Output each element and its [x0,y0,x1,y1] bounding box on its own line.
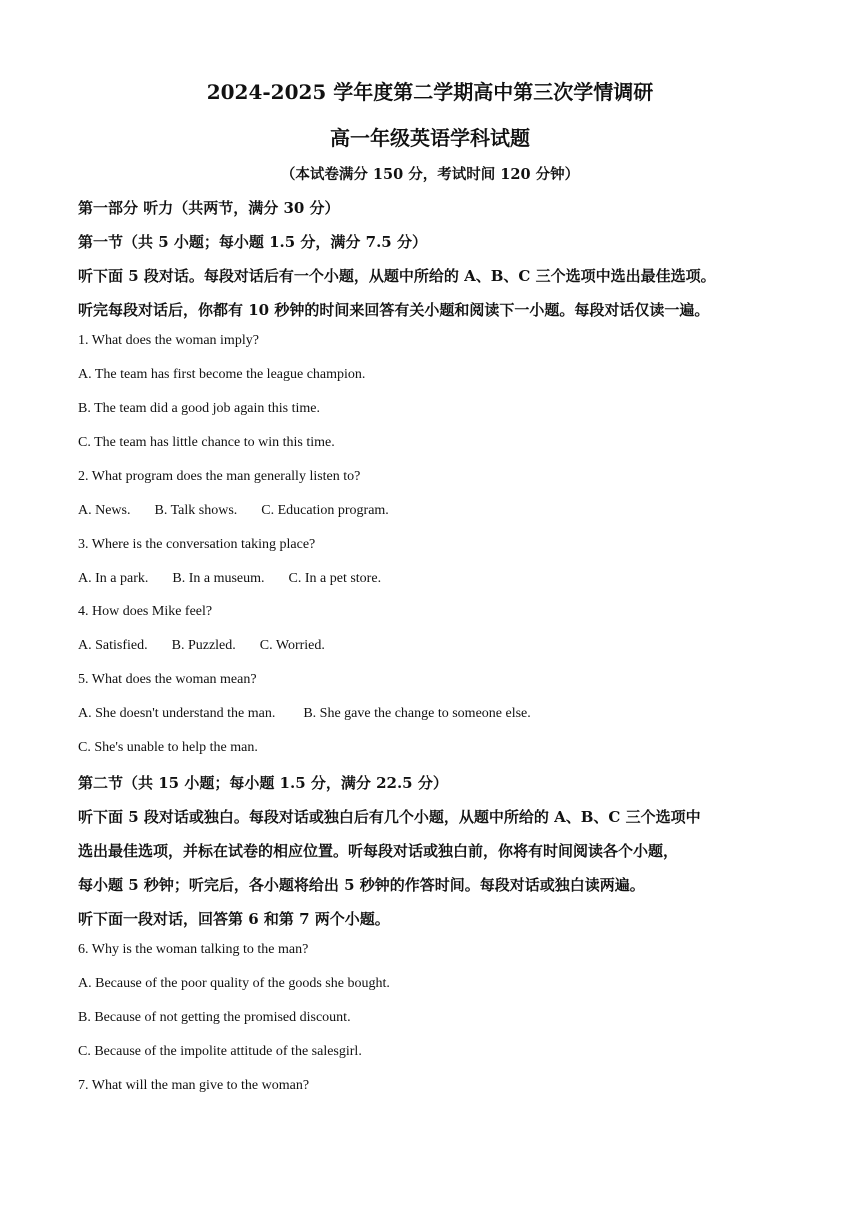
question-1-option-c: C. The team has little chance to win this time. [78,435,335,450]
dialog-intro: 听下面一段对话，回答第 6 和第 7 两个小题。 [78,910,390,928]
question-4-options [78,638,325,654]
exam-note: （本试卷满分 150 分，考试时间 120 分钟） [280,166,580,183]
question-6-option-c: C. Because of the impolite attitude of the salesgirl. [78,1044,362,1059]
question-1-stem: 1. What does the woman imply? [78,333,259,348]
question-5-options-ab [78,706,531,722]
question-4-option-b: B. Puzzled. [171,638,236,653]
question-2-option-b: B. Talk shows. [154,503,238,518]
question-5-option-b: B. She gave the change to someone else. [303,706,531,721]
section2-heading: 第二节（共 15 小题；每小题 1.5 分，满分 22.5 分） [78,774,448,792]
question-2-options [78,503,389,519]
section1-instruction-1: 听下面 5 段对话。每段对话后有一个小题，从题中所给的 A、B、C 三个选项中选出最佳选项。 [78,267,716,285]
question-6-option-b: B. Because of not getting the promised discount. [78,1010,351,1025]
question-2-stem: 2. What program does the man generally listen to? [78,469,361,484]
question-2-option-c: C. Education program. [261,503,389,518]
question-3-stem: 3. Where is the conversation taking place? [78,537,316,552]
question-3-option-b: B. In a museum. [172,571,265,586]
question-4-option-c: C. Worried. [259,638,325,653]
question-4-stem: 4. How does Mike feel? [78,604,213,619]
question-3-option-c: C. In a pet store. [288,571,382,586]
exam-subtitle: 高一年级英语学科试题 [330,126,530,150]
section2-instruction-2: 选出最佳选项，并标在试卷的相应位置。听每段对话或独白前，你将有时间阅读各个小题， [78,842,679,860]
question-2-option-a: A. News. [78,503,131,518]
section2-instruction-3: 每小题 5 秒钟；听完后，各小题将给出 5 秒钟的作答时间。每段对话或独白读两遍。 [78,876,645,894]
question-3-options [78,571,381,587]
question-6-stem: 6. Why is the woman talking to the man? [78,942,309,957]
question-5-stem: 5. What does the woman mean? [78,672,257,687]
question-1-option-a: A. The team has first become the league champion. [78,367,366,382]
question-1-option-b: B. The team did a good job again this time. [78,401,320,416]
exam-title: 2024-2025 学年度第二学期高中第三次学情调研 [206,80,654,104]
question-7-stem: 7. What will the man give to the woman? [78,1078,310,1093]
section2-instruction-1: 听下面 5 段对话或独白。每段对话或独白后有几个小题，从题中所给的 A、B、C 三个选项中 [78,808,701,826]
part1-heading: 第一部分 听力（共两节，满分 30 分） [78,199,340,217]
question-5-option-c: C. She's unable to help the man. [78,740,258,755]
question-5-option-a: A. She doesn't understand the man. [78,706,276,721]
question-6-option-a: A. Because of the poor quality of the goods she bought. [78,976,390,991]
question-4-option-a: A. Satisfied. [78,638,148,653]
section1-instruction-2: 听完每段对话后，你都有 10 秒钟的时间来回答有关小题和阅读下一小题。每段对话仅读一遍。 [78,301,710,319]
section1-heading: 第一节（共 5 小题；每小题 1.5 分，满分 7.5 分） [78,233,427,251]
question-3-option-a: A. In a park. [78,571,149,586]
